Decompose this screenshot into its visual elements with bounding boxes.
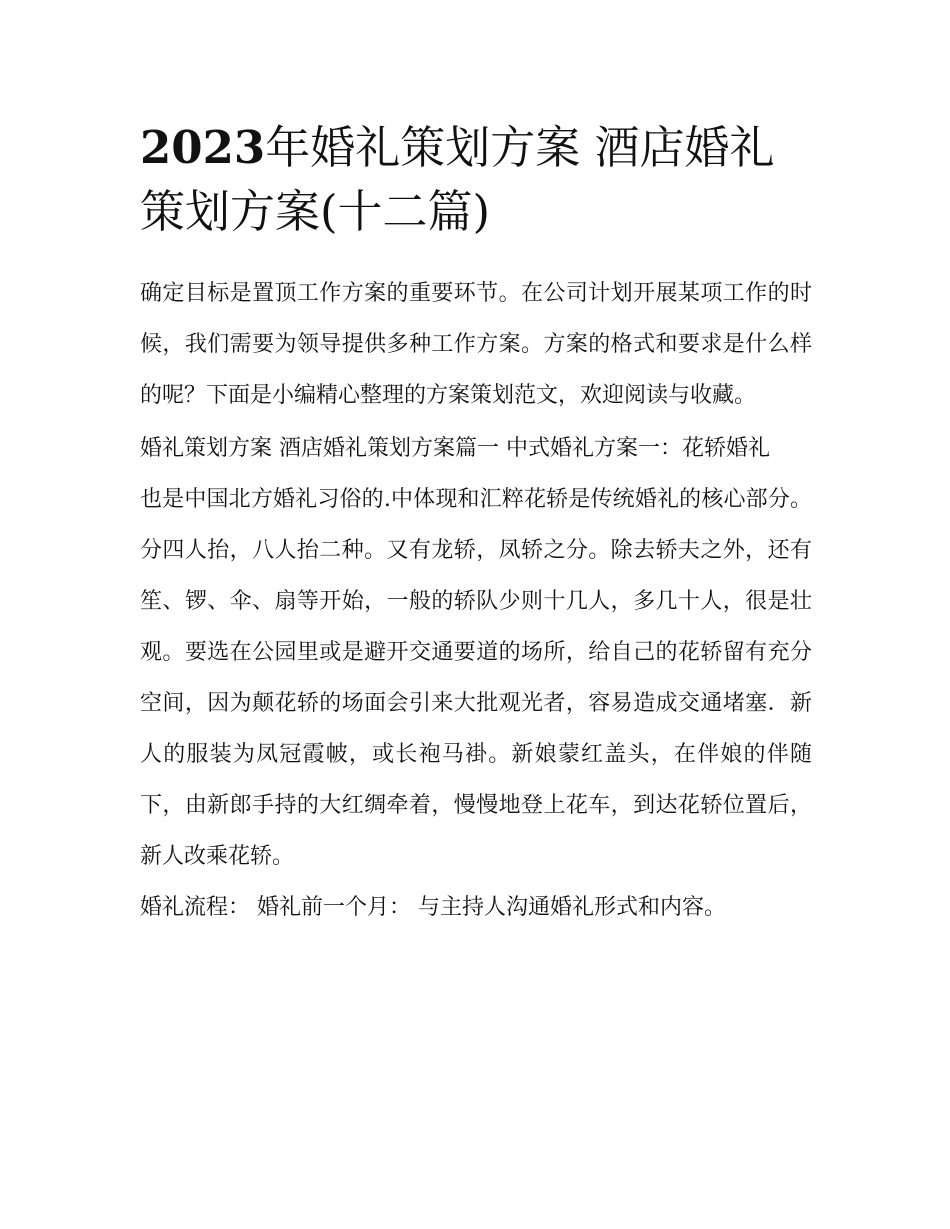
document-title	[140, 116, 812, 244]
intro-paragraph: 确定目标是置顶工作方案的重要环节。在公司计划开展某项工作的时候，我们需要为领导提供多种工作方案。方案的格式和要求是什么样的呢？下面是小编精心整理的方案策划范文，欢迎阅读与收藏。	[140, 281, 812, 408]
body-paragraph: 也是中国北方婚礼习俗的.中体现和汇粹花轿是传统婚礼的核心部分。分四人抬，八人抬二种。又有龙轿，凤轿之分。除去轿夫之外，还有笙、锣、伞、扇等开始，一般的轿队少则十几人，多几十人，很是壮观。要选在公园里或是避开交通要道的场所，给自己的花轿留有充分空间，因为颠花轿的场面会引来大批观光者，容易造成交通堵塞．新人的服装为凤冠霞帔，或长袍马褂。新娘蒙红盖头，在伴娘的伴随下，由新郎手持的大红绸牵着，慢慢地登上花车，到达花轿位置后，新人改乘花轿。	[140, 487, 812, 869]
process-paragraph: 婚礼流程： 婚礼前一个月： 与主持人沟通婚礼形式和内容。	[140, 895, 726, 920]
document-body	[140, 116, 812, 933]
title-year: 2023	[140, 121, 266, 174]
title-text: 年婚礼策划方案 酒店婚礼策划方案(十二篇)	[140, 121, 775, 238]
section-heading-paragraph: 婚礼策划方案 酒店婚礼策划方案篇一 中式婚礼方案一：花轿婚礼	[140, 436, 770, 461]
